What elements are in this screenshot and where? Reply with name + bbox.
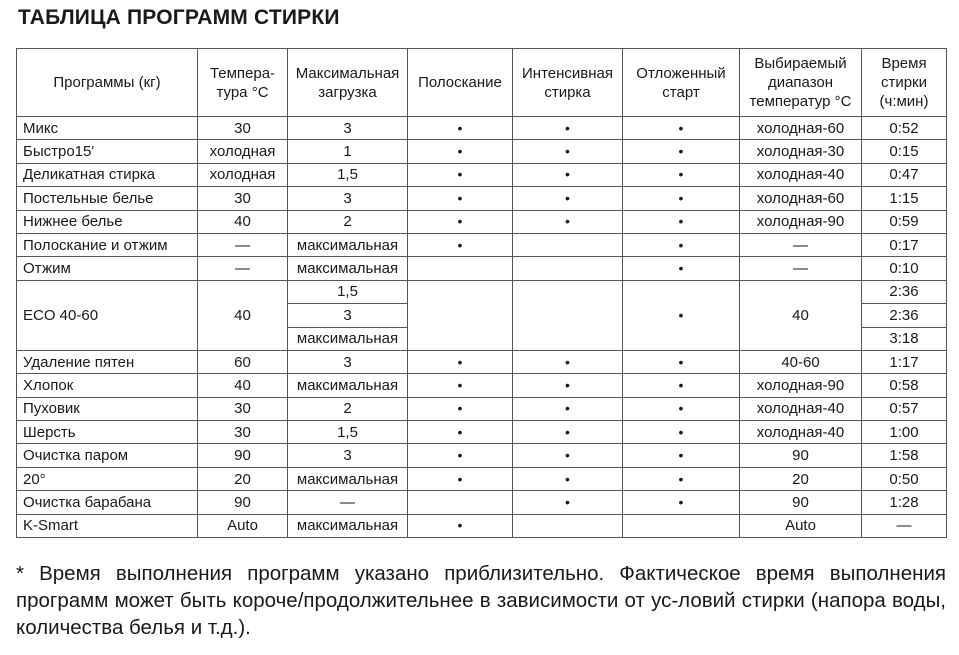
program-name: Деликатная стирка	[17, 163, 198, 186]
temperature-cell: 30	[198, 421, 288, 444]
program-name: Шерсть	[17, 421, 198, 444]
temperature-cell: 30	[198, 187, 288, 210]
intensive-cell: •	[513, 140, 623, 163]
temperature-cell: 90	[198, 491, 288, 514]
wash-time-cell: 0:10	[862, 257, 947, 280]
temp-range-cell: холодная-90	[740, 374, 862, 397]
delay-start-cell: •	[623, 210, 740, 233]
intensive-cell: •	[513, 163, 623, 186]
program-name: ECO 40-60	[17, 280, 198, 350]
header-wash-time: Время стирки (ч:мин)	[862, 49, 947, 117]
table-row	[17, 514, 947, 537]
intensive-cell	[513, 280, 623, 350]
table-row	[17, 350, 947, 373]
table-row	[17, 117, 947, 140]
delay-start-cell: •	[623, 421, 740, 444]
rinse-cell: •	[408, 444, 513, 467]
temperature-cell: 30	[198, 397, 288, 420]
table-row	[17, 421, 947, 444]
page-title: ТАБЛИЦА ПРОГРАММ СТИРКИ	[18, 6, 340, 29]
max-load-cell: —	[288, 491, 408, 514]
wash-time-cell: 0:59	[862, 210, 947, 233]
table-row	[17, 444, 947, 467]
header-row	[17, 49, 947, 117]
program-name: Постельные белье	[17, 187, 198, 210]
program-name: Удаление пятен	[17, 350, 198, 373]
program-name: Полоскание и отжим	[17, 233, 198, 256]
temp-range-cell: 40	[740, 280, 862, 350]
max-load-cell: 3	[288, 187, 408, 210]
max-load-cell: 1	[288, 140, 408, 163]
delay-start-cell: •	[623, 374, 740, 397]
temp-range-cell: 20	[740, 467, 862, 490]
program-name: Очистка паром	[17, 444, 198, 467]
max-load-cell: максимальная	[288, 233, 408, 256]
wash-time-cell: 3:18	[862, 327, 947, 350]
intensive-cell: •	[513, 117, 623, 140]
wash-time-cell: 1:15	[862, 187, 947, 210]
intensive-cell: •	[513, 187, 623, 210]
max-load-cell: 3	[288, 304, 408, 327]
wash-time-cell: 0:57	[862, 397, 947, 420]
table-row	[17, 257, 947, 280]
rinse-cell: •	[408, 187, 513, 210]
header-program: Программы (кг)	[17, 49, 198, 117]
rinse-cell	[408, 491, 513, 514]
wash-time-cell: 0:58	[862, 374, 947, 397]
intensive-cell: •	[513, 397, 623, 420]
wash-time-cell: 0:17	[862, 233, 947, 256]
temp-range-cell: —	[740, 257, 862, 280]
table-row	[17, 210, 947, 233]
temperature-cell: холодная	[198, 140, 288, 163]
temp-range-cell: холодная-40	[740, 421, 862, 444]
intensive-cell: •	[513, 467, 623, 490]
delay-start-cell: •	[623, 163, 740, 186]
intensive-cell	[513, 257, 623, 280]
header-temperature: Темпера- тура °C	[198, 49, 288, 117]
program-name: Быстро15'	[17, 140, 198, 163]
temperature-cell: Auto	[198, 514, 288, 537]
rinse-cell: •	[408, 421, 513, 444]
max-load-cell: максимальная	[288, 467, 408, 490]
delay-start-cell: •	[623, 117, 740, 140]
intensive-cell	[513, 233, 623, 256]
header-temp-range: Выбираемый диапазон температур °C	[740, 49, 862, 117]
rinse-cell	[408, 280, 513, 350]
delay-start-cell: •	[623, 257, 740, 280]
header-rinse: Полоскание	[408, 49, 513, 117]
header-delay-start: Отложенный старт	[623, 49, 740, 117]
max-load-cell: максимальная	[288, 327, 408, 350]
wash-time-cell: 1:17	[862, 350, 947, 373]
delay-start-cell: •	[623, 140, 740, 163]
temp-range-cell: холодная-40	[740, 163, 862, 186]
table-row	[17, 140, 947, 163]
max-load-cell: максимальная	[288, 514, 408, 537]
table-row	[17, 374, 947, 397]
program-table	[16, 48, 947, 538]
max-load-cell: 1,5	[288, 421, 408, 444]
temp-range-cell: 90	[740, 491, 862, 514]
delay-start-cell: •	[623, 397, 740, 420]
delay-start-cell: •	[623, 280, 740, 350]
wash-time-cell: 0:47	[862, 163, 947, 186]
max-load-cell: 2	[288, 397, 408, 420]
intensive-cell: •	[513, 491, 623, 514]
rinse-cell: •	[408, 163, 513, 186]
delay-start-cell: •	[623, 467, 740, 490]
max-load-cell: 3	[288, 444, 408, 467]
max-load-cell: 1,5	[288, 280, 408, 303]
rinse-cell: •	[408, 210, 513, 233]
max-load-cell: максимальная	[288, 257, 408, 280]
rinse-cell	[408, 257, 513, 280]
temperature-cell: 40	[198, 280, 288, 350]
wash-time-cell: 0:15	[862, 140, 947, 163]
max-load-cell: 1,5	[288, 163, 408, 186]
max-load-cell: 3	[288, 117, 408, 140]
rinse-cell: •	[408, 117, 513, 140]
wash-time-cell: 2:36	[862, 304, 947, 327]
rinse-cell: •	[408, 514, 513, 537]
program-name: Отжим	[17, 257, 198, 280]
temperature-cell: 40	[198, 374, 288, 397]
max-load-cell: максимальная	[288, 374, 408, 397]
program-name: Микс	[17, 117, 198, 140]
wash-time-cell: 1:58	[862, 444, 947, 467]
temperature-cell: —	[198, 233, 288, 256]
intensive-cell: •	[513, 444, 623, 467]
program-name: Очистка барабана	[17, 491, 198, 514]
delay-start-cell: •	[623, 350, 740, 373]
delay-start-cell	[623, 514, 740, 537]
temp-range-cell: Auto	[740, 514, 862, 537]
delay-start-cell: •	[623, 444, 740, 467]
delay-start-cell: •	[623, 233, 740, 256]
table-row	[17, 233, 947, 256]
intensive-cell: •	[513, 374, 623, 397]
table-row	[17, 397, 947, 420]
wash-time-cell: 1:28	[862, 491, 947, 514]
max-load-cell: 3	[288, 350, 408, 373]
delay-start-cell: •	[623, 187, 740, 210]
wash-time-cell: 1:00	[862, 421, 947, 444]
temp-range-cell: холодная-60	[740, 117, 862, 140]
table-row	[17, 491, 947, 514]
wash-time-cell: 0:50	[862, 467, 947, 490]
delay-start-cell: •	[623, 491, 740, 514]
max-load-cell: 2	[288, 210, 408, 233]
table-row	[17, 467, 947, 490]
table-row	[17, 163, 947, 186]
footnote: * Время выполнения программ указано приблизительно. Фактическое время выполнения программ может быть короче/продолжительнее в зависимости от ус-ловий стирки (напора воды, количества белья и т.д.).	[16, 562, 946, 639]
wash-time-cell: 2:36	[862, 280, 947, 303]
rinse-cell: •	[408, 350, 513, 373]
intensive-cell: •	[513, 421, 623, 444]
temp-range-cell: холодная-30	[740, 140, 862, 163]
header-max-load: Максимальная загрузка	[288, 49, 408, 117]
intensive-cell	[513, 514, 623, 537]
temperature-cell: 60	[198, 350, 288, 373]
temperature-cell: 90	[198, 444, 288, 467]
rinse-cell: •	[408, 397, 513, 420]
wash-time-cell: —	[862, 514, 947, 537]
program-name: Хлопок	[17, 374, 198, 397]
temperature-cell: 20	[198, 467, 288, 490]
temp-range-cell: холодная-90	[740, 210, 862, 233]
wash-time-cell: 0:52	[862, 117, 947, 140]
table-row	[17, 280, 947, 303]
header-intensive: Интенсивная стирка	[513, 49, 623, 117]
program-name: Нижнее белье	[17, 210, 198, 233]
rinse-cell: •	[408, 467, 513, 490]
rinse-cell: •	[408, 374, 513, 397]
intensive-cell: •	[513, 210, 623, 233]
rinse-cell: •	[408, 233, 513, 256]
temperature-cell: 40	[198, 210, 288, 233]
program-name: Пуховик	[17, 397, 198, 420]
temp-range-cell: холодная-40	[740, 397, 862, 420]
table-row	[17, 187, 947, 210]
temp-range-cell: 40-60	[740, 350, 862, 373]
temp-range-cell: —	[740, 233, 862, 256]
temp-range-cell: 90	[740, 444, 862, 467]
intensive-cell: •	[513, 350, 623, 373]
temperature-cell: 30	[198, 117, 288, 140]
temp-range-cell: холодная-60	[740, 187, 862, 210]
rinse-cell: •	[408, 140, 513, 163]
temperature-cell: холодная	[198, 163, 288, 186]
program-name: 20°	[17, 467, 198, 490]
program-name: K-Smart	[17, 514, 198, 537]
temperature-cell: —	[198, 257, 288, 280]
